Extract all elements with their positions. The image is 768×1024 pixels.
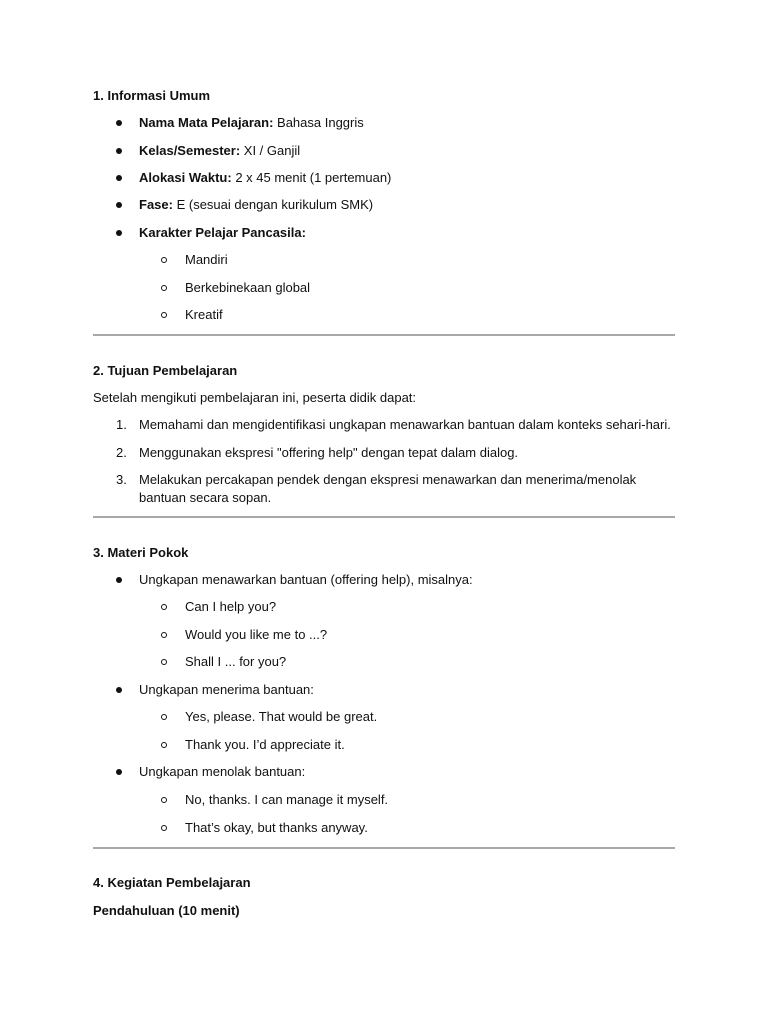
section-divider bbox=[93, 847, 675, 849]
sub-bullet bbox=[161, 714, 167, 720]
list-item: Ungkapan menawarkan bantuan (offering help), misalnya: bbox=[139, 572, 473, 587]
sub-list-item: No, thanks. I can manage it myself. bbox=[185, 792, 389, 807]
sub-list-item: Kreatif bbox=[185, 307, 223, 322]
list-item bbox=[139, 114, 364, 131]
bullet bbox=[116, 230, 122, 236]
list-item bbox=[139, 142, 300, 159]
list-item bbox=[139, 196, 373, 213]
item-label: Kelas/Semester: bbox=[139, 143, 241, 158]
sub-list-item: Mandiri bbox=[185, 252, 228, 267]
list-item: Ungkapan menerima bantuan: bbox=[139, 682, 314, 697]
list-item bbox=[139, 224, 306, 241]
list-item: Ungkapan menolak bantuan: bbox=[139, 764, 306, 779]
bullet bbox=[116, 175, 122, 181]
bullet bbox=[116, 120, 122, 126]
sub-bullet bbox=[161, 257, 167, 263]
bullet bbox=[116, 148, 122, 154]
sub-list-item: Would you like me to ...? bbox=[185, 627, 328, 642]
sub-list-item: Thank you. I’d appreciate it. bbox=[185, 737, 345, 752]
list-number: 2. bbox=[116, 445, 127, 460]
list-number: 1. bbox=[116, 417, 127, 432]
bullet bbox=[116, 577, 122, 583]
sub-bullet bbox=[161, 285, 167, 291]
item-value: 2 x 45 menit (1 pertemuan) bbox=[231, 170, 392, 185]
numbered-item-continuation: bantuan secara sopan. bbox=[139, 490, 272, 505]
sub-list-item: That’s okay, but thanks anyway. bbox=[185, 820, 368, 835]
section-1-heading: 1. Informasi Umum bbox=[93, 88, 211, 103]
section-3-heading: 3. Materi Pokok bbox=[93, 545, 189, 560]
item-value: E (sesuai dengan kurikulum SMK) bbox=[172, 197, 374, 212]
item-label: Karakter Pelajar Pancasila: bbox=[139, 225, 306, 240]
item-value: XI / Ganjil bbox=[240, 143, 301, 158]
sub-bullet bbox=[161, 742, 167, 748]
section-intro: Setelah mengikuti pembelajaran ini, peserta didik dapat: bbox=[93, 390, 417, 405]
list-number: 3. bbox=[116, 472, 127, 487]
bullet bbox=[116, 687, 122, 693]
sub-bullet bbox=[161, 825, 167, 831]
sub-list-item: Berkebinekaan global bbox=[185, 280, 311, 295]
item-label: Nama Mata Pelajaran: bbox=[139, 115, 274, 130]
sub-list-item: Shall I ... for you? bbox=[185, 654, 287, 669]
item-value: Bahasa Inggris bbox=[273, 115, 364, 130]
numbered-item: Menggunakan ekspresi "offering help" dengan tepat dalam dialog. bbox=[139, 445, 519, 460]
list-item bbox=[139, 169, 391, 186]
sub-bullet bbox=[161, 312, 167, 318]
item-label: Fase: bbox=[139, 197, 173, 212]
section-divider bbox=[93, 516, 675, 518]
sub-list-item: Yes, please. That would be great. bbox=[185, 709, 378, 724]
bullet bbox=[116, 202, 122, 208]
sub-list-item: Can I help you? bbox=[185, 599, 277, 614]
sub-bullet bbox=[161, 659, 167, 665]
section-2-heading: 2. Tujuan Pembelajaran bbox=[93, 363, 238, 378]
bullet bbox=[116, 769, 122, 775]
numbered-item: Memahami dan mengidentifikasi ungkapan menawarkan bantuan dalam konteks sehari-hari. bbox=[139, 417, 671, 432]
sub-bullet bbox=[161, 632, 167, 638]
section-4-heading: 4. Kegiatan Pembelajaran bbox=[93, 875, 251, 890]
section-divider bbox=[93, 334, 675, 336]
subsection-heading: Pendahuluan (10 menit) bbox=[93, 903, 240, 918]
numbered-item: Melakukan percakapan pendek dengan ekspresi menawarkan dan menerima/menolak bbox=[139, 472, 637, 487]
item-label: Alokasi Waktu: bbox=[139, 170, 232, 185]
sub-bullet bbox=[161, 797, 167, 803]
sub-bullet bbox=[161, 604, 167, 610]
